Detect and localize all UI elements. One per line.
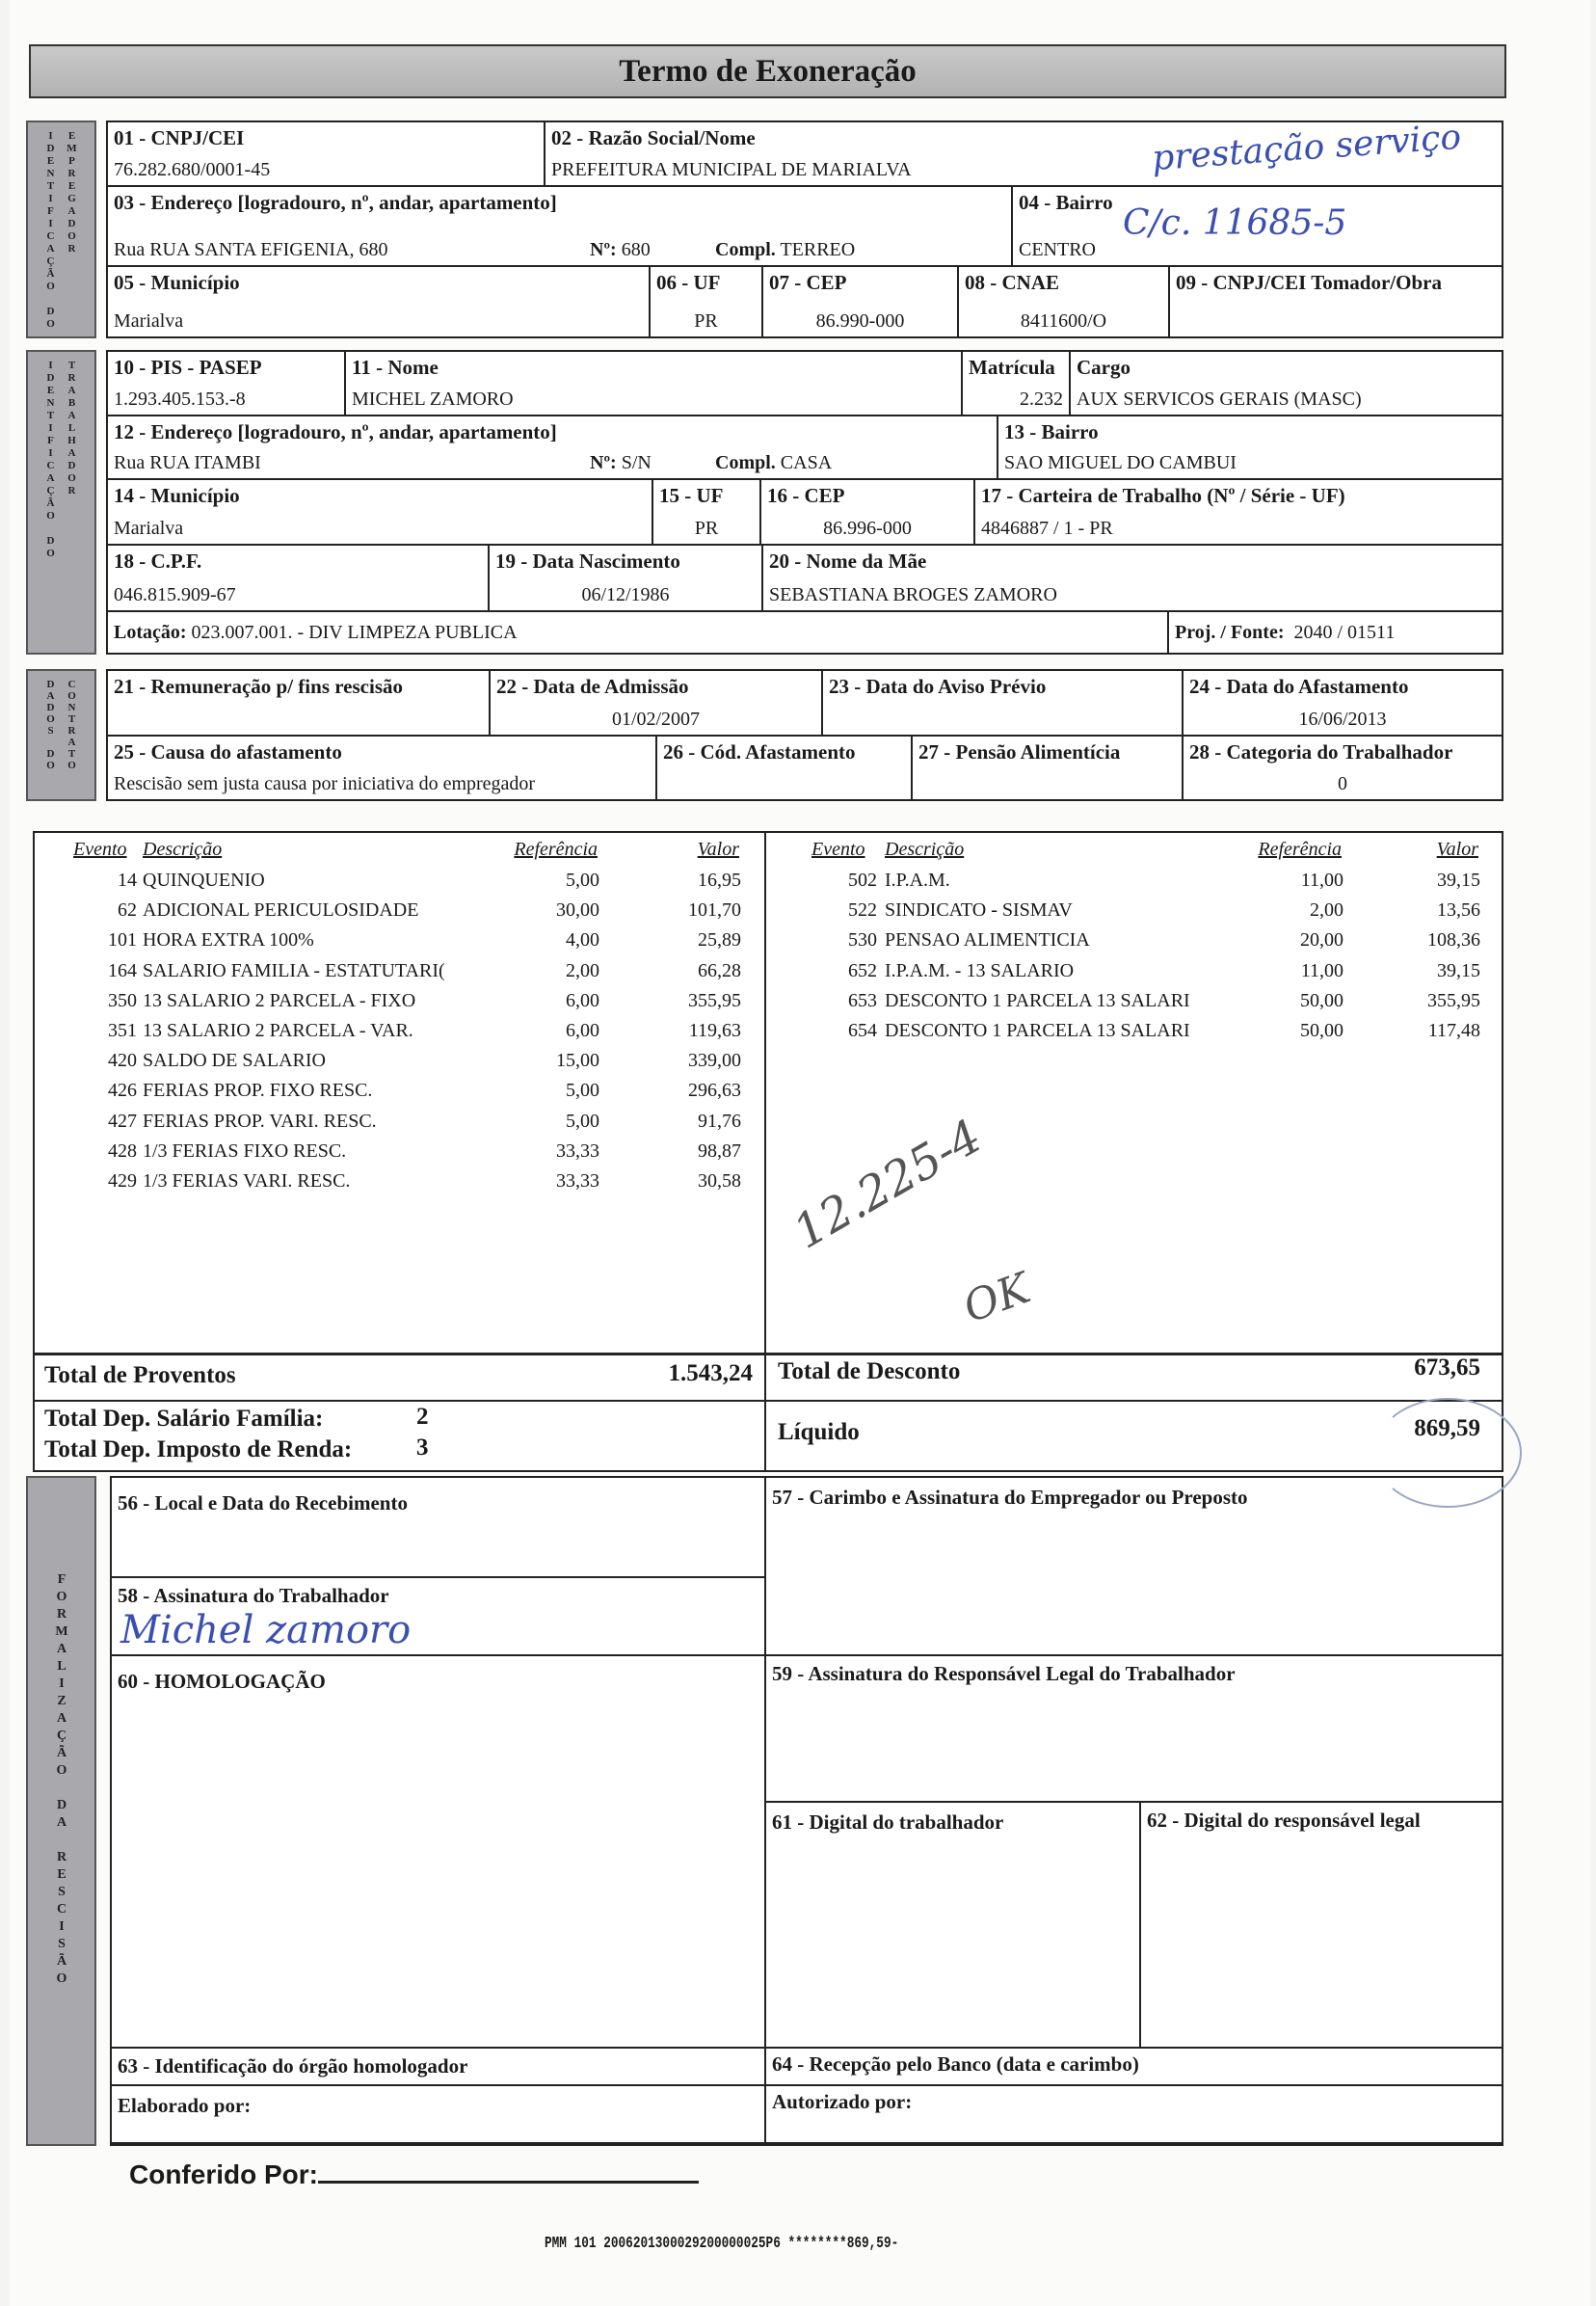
complemento bbox=[715, 452, 832, 474]
label: 59 - Assinatura do Responsável Legal do Trabalhador bbox=[772, 1662, 1236, 1685]
value: PREFEITURA MUNICIPAL DE MARIALVA bbox=[551, 159, 912, 180]
label: 17 - Carteira de Trabalho (Nº / Série - UF) bbox=[981, 484, 1345, 507]
value: 0 bbox=[1338, 773, 1347, 794]
value: 023.007.001. - DIV LIMPEZA PUBLICA bbox=[191, 622, 518, 643]
event-value: 25,89 bbox=[698, 929, 741, 952]
total-proventos-value: 1.543,24 bbox=[668, 1360, 753, 1386]
dep-imposto-renda-value: 3 bbox=[416, 1435, 429, 1461]
event-code: 62 bbox=[118, 899, 137, 922]
value: 8411600/O bbox=[1020, 310, 1107, 332]
handwritten-note: prestação serviço bbox=[1150, 117, 1463, 179]
field-municipio-trabalhador bbox=[106, 478, 653, 546]
conferido-signature-line bbox=[318, 2181, 699, 2184]
value: 1.293.405.153.-8 bbox=[114, 389, 246, 410]
field-cpf bbox=[106, 544, 490, 612]
label: Compl. bbox=[715, 239, 776, 260]
event-code: 427 bbox=[108, 1110, 137, 1132]
event-value: 91,76 bbox=[698, 1110, 741, 1132]
field-nome bbox=[344, 350, 963, 416]
label: 24 - Data do Afastamento bbox=[1189, 675, 1409, 698]
field-cnpj bbox=[106, 121, 545, 187]
total-proventos-label: Total de Proventos bbox=[44, 1362, 236, 1388]
field-cod-afastamento bbox=[655, 735, 913, 801]
label: 13 - Bairro bbox=[1004, 420, 1099, 443]
field-homologacao bbox=[110, 1654, 766, 2049]
label: 03 - Endereço [logradouro, nº, andar, apartamento] bbox=[114, 191, 557, 214]
side-label-employer bbox=[26, 121, 96, 338]
event-description: QUINQUENIO bbox=[143, 870, 265, 891]
field-data-nascimento bbox=[488, 544, 763, 612]
value: S/N bbox=[621, 452, 652, 473]
field-causa-afastamento bbox=[106, 735, 657, 801]
label: 16 - CEP bbox=[767, 484, 845, 507]
field-pis bbox=[106, 350, 346, 416]
field-orgao-homologador bbox=[110, 2047, 766, 2086]
event-description: SINDICATO - SISMAV bbox=[885, 899, 1073, 922]
label: 10 - PIS - PASEP bbox=[114, 356, 262, 379]
event-reference: 2,00 bbox=[566, 959, 599, 981]
value: MICHEL ZAMORO bbox=[352, 389, 514, 410]
value: PR bbox=[694, 518, 719, 539]
field-nome-mae bbox=[761, 544, 1503, 612]
event-reference: 2,00 bbox=[1310, 899, 1343, 922]
event-reference: 30,00 bbox=[556, 899, 599, 922]
event-value: 39,15 bbox=[1437, 959, 1480, 981]
event-reference: 6,00 bbox=[566, 1020, 599, 1041]
label: 14 - Município bbox=[114, 484, 240, 507]
label: 63 - Identificação do órgão homologador bbox=[118, 2054, 468, 2078]
value: Rua RUA SANTA EFIGENIA, 680 bbox=[114, 239, 388, 260]
event-value: 355,95 bbox=[1427, 989, 1480, 1011]
value: SAO MIGUEL DO CAMBUI bbox=[1004, 452, 1237, 473]
side-label-formal bbox=[26, 1476, 96, 2146]
value: 06/12/1986 bbox=[581, 584, 670, 605]
page-title: Termo de Exoneração bbox=[29, 44, 1506, 98]
field-recepcao-banco bbox=[764, 2047, 1503, 2086]
worker-signature: Michel zamoro bbox=[120, 1608, 412, 1652]
numero bbox=[590, 452, 652, 474]
event-description: FERIAS PROP. VARI. RESC. bbox=[143, 1110, 377, 1132]
conferido-por bbox=[129, 2159, 699, 2190]
event-reference: 11,00 bbox=[1300, 959, 1343, 981]
event-code: 428 bbox=[108, 1140, 137, 1162]
header-referencia: Referência bbox=[1258, 839, 1342, 860]
label: 20 - Nome da Mãe bbox=[769, 550, 927, 573]
header-evento: Evento bbox=[73, 839, 127, 860]
event-value: 39,15 bbox=[1437, 870, 1480, 891]
event-code: 502 bbox=[848, 870, 877, 891]
label: 19 - Data Nascimento bbox=[495, 550, 680, 573]
label: Nº: bbox=[590, 452, 617, 473]
event-reference: 5,00 bbox=[566, 870, 599, 891]
label: 62 - Digital do responsável legal bbox=[1147, 1809, 1421, 1832]
event-description: 1/3 FERIAS VARI. RESC. bbox=[143, 1170, 351, 1192]
value: 4846887 / 1 - PR bbox=[981, 518, 1113, 539]
event-reference: 50,00 bbox=[1300, 989, 1343, 1011]
event-description: HORA EXTRA 100% bbox=[143, 929, 314, 952]
event-code: 652 bbox=[848, 959, 877, 981]
event-code: 654 bbox=[848, 1020, 877, 1041]
event-code: 351 bbox=[108, 1020, 137, 1041]
liquido-value: 869,59 bbox=[1414, 1415, 1480, 1441]
value: 2.232 bbox=[1020, 389, 1063, 410]
event-reference: 5,00 bbox=[566, 1110, 599, 1132]
label: 01 - CNPJ/CEI bbox=[114, 126, 245, 149]
event-value: 339,00 bbox=[688, 1050, 741, 1072]
label: 25 - Causa do afastamento bbox=[114, 740, 342, 764]
event-description: SALDO DE SALARIO bbox=[143, 1050, 326, 1072]
label: 56 - Local e Data do Recebimento bbox=[118, 1491, 408, 1515]
label: 12 - Endereço [logradouro, nº, andar, apartamento] bbox=[114, 420, 557, 443]
side-label-text: TRABALHADOR bbox=[66, 360, 78, 497]
dep-salario-familia-value: 2 bbox=[416, 1404, 429, 1430]
field-remuneracao bbox=[106, 669, 491, 737]
label: 23 - Data do Aviso Prévio bbox=[829, 675, 1047, 698]
label: Nº: bbox=[590, 239, 617, 260]
value: 16/06/2013 bbox=[1298, 709, 1387, 730]
field-data-afastamento bbox=[1182, 669, 1503, 737]
field-cep-trabalhador bbox=[759, 478, 975, 546]
field-responsavel-legal bbox=[764, 1654, 1503, 1803]
label: 09 - CNPJ/CEI Tomador/Obra bbox=[1176, 271, 1442, 294]
label: 02 - Razão Social/Nome bbox=[551, 126, 756, 149]
proj bbox=[1175, 622, 1395, 644]
field-digital-responsavel bbox=[1139, 1801, 1503, 2049]
value: PR bbox=[694, 310, 718, 332]
hand-drawn-circle bbox=[1373, 1398, 1522, 1508]
side-label-text: FORMALIZAÇÃO DA RESCISÃO bbox=[54, 1572, 69, 1989]
liquido-label: Líquido bbox=[778, 1419, 860, 1445]
field-elaborado bbox=[110, 2084, 766, 2146]
field-cep-empregador bbox=[761, 265, 959, 338]
label: Lotação: bbox=[114, 622, 187, 643]
label: 08 - CNAE bbox=[965, 271, 1059, 294]
label: Compl. bbox=[715, 452, 776, 473]
value: CASA bbox=[780, 452, 833, 473]
event-reference: 33,33 bbox=[556, 1170, 599, 1192]
handwritten-note: 12.225-4 bbox=[785, 1109, 991, 1260]
value: CENTRO bbox=[1019, 239, 1096, 260]
value: Marialva bbox=[114, 518, 184, 539]
event-code: 653 bbox=[848, 989, 877, 1011]
event-code: 530 bbox=[848, 929, 877, 952]
label: 22 - Data de Admissão bbox=[496, 675, 689, 698]
field-cargo bbox=[1069, 350, 1503, 416]
value: Rua RUA ITAMBI bbox=[114, 452, 261, 473]
handwritten-note: C/c. 11685-5 bbox=[1123, 203, 1347, 243]
field-proj-fonte bbox=[1167, 610, 1503, 655]
event-description: ADICIONAL PERICULOSIDADE bbox=[143, 899, 419, 922]
field-endereco-empregador bbox=[106, 185, 1013, 267]
field-uf-empregador bbox=[649, 265, 763, 338]
label: 60 - HOMOLOGAÇÃO bbox=[118, 1670, 326, 1693]
event-description: DESCONTO 1 PARCELA 13 SALARI bbox=[885, 1020, 1190, 1041]
numero bbox=[590, 239, 651, 261]
value: AUX SERVICOS GERAIS (MASC) bbox=[1077, 389, 1362, 410]
handwritten-note: OK bbox=[957, 1263, 1037, 1333]
event-code: 420 bbox=[108, 1050, 137, 1072]
event-value: 108,36 bbox=[1427, 929, 1480, 952]
label: Proj. / Fonte: bbox=[1175, 622, 1285, 643]
event-description: 13 SALARIO 2 PARCELA - VAR. bbox=[143, 1020, 413, 1041]
event-value: 101,70 bbox=[688, 899, 741, 922]
label: 64 - Recepção pelo Banco (data e carimbo) bbox=[772, 2052, 1139, 2076]
event-description: SALARIO FAMILIA - ESTATUTARI( bbox=[143, 959, 445, 981]
field-digital-trabalhador bbox=[764, 1801, 1141, 2049]
label: 61 - Digital do trabalhador bbox=[772, 1810, 1004, 1834]
field-municipio-empregador bbox=[106, 265, 651, 338]
event-description: I.P.A.M. - 13 SALARIO bbox=[885, 959, 1075, 981]
field-pensao bbox=[911, 735, 1184, 801]
label: 06 - UF bbox=[656, 271, 721, 294]
header-descricao: Descrição bbox=[143, 839, 223, 860]
field-lotacao bbox=[106, 610, 1169, 655]
field-local-data bbox=[110, 1476, 766, 1578]
event-description: PENSAO ALIMENTICIA bbox=[885, 929, 1090, 952]
dep-salario-familia-label: Total Dep. Salário Família: bbox=[44, 1406, 324, 1432]
label: 07 - CEP bbox=[769, 271, 847, 294]
field-carteira-trabalho bbox=[973, 478, 1503, 546]
event-value: 13,56 bbox=[1437, 899, 1480, 922]
total-desconto-label: Total de Desconto bbox=[778, 1358, 961, 1384]
label: Cargo bbox=[1077, 356, 1130, 379]
header-evento: Evento bbox=[811, 839, 865, 860]
event-code: 101 bbox=[108, 929, 137, 952]
field-autorizado bbox=[764, 2084, 1503, 2146]
label: 58 - Assinatura do Trabalhador bbox=[118, 1584, 389, 1607]
field-cnpj-tomador bbox=[1168, 265, 1503, 338]
event-value: 296,63 bbox=[688, 1080, 741, 1102]
event-value: 117,48 bbox=[1427, 1020, 1480, 1041]
value: Rescisão sem justa causa por iniciativa do empregador bbox=[114, 773, 536, 794]
label: 05 - Município bbox=[114, 271, 240, 294]
field-aviso-previo bbox=[821, 669, 1184, 737]
event-description: 1/3 FERIAS FIXO RESC. bbox=[143, 1140, 347, 1162]
event-reference: 15,00 bbox=[556, 1050, 599, 1072]
label: 11 - Nome bbox=[352, 356, 439, 379]
header-valor: Valor bbox=[697, 839, 739, 860]
side-label-text: DADOS DO bbox=[44, 679, 57, 771]
value: 2040 / 01511 bbox=[1293, 622, 1396, 643]
side-label-text: IDENTIFICAÇÃO DO bbox=[44, 130, 57, 331]
event-code: 426 bbox=[108, 1080, 137, 1102]
header-referencia: Referência bbox=[514, 839, 598, 860]
side-label-contract bbox=[26, 669, 96, 801]
label: Autorizado por: bbox=[772, 2090, 913, 2113]
event-reference: 5,00 bbox=[566, 1080, 599, 1102]
footer-code: PMM 101 2006201300029200000025P6 ********869,59- bbox=[545, 2235, 899, 2253]
dep-imposto-renda-label: Total Dep. Imposto de Renda: bbox=[44, 1436, 353, 1462]
event-reference: 6,00 bbox=[566, 989, 599, 1011]
event-code: 429 bbox=[108, 1170, 137, 1192]
field-cnae bbox=[957, 265, 1170, 338]
event-description: DESCONTO 1 PARCELA 13 SALARI bbox=[885, 989, 1190, 1011]
side-label-text: CONTRATO bbox=[66, 679, 78, 771]
label: 57 - Carimbo e Assinatura do Empregador ou Preposto bbox=[772, 1486, 1248, 1509]
event-code: 522 bbox=[848, 899, 877, 922]
field-matricula bbox=[961, 350, 1071, 416]
complemento bbox=[715, 239, 855, 261]
label: 18 - C.P.F. bbox=[114, 550, 202, 573]
conferido-label: Conferido Por: bbox=[129, 2159, 318, 2189]
label: 21 - Remuneração p/ fins rescisão bbox=[114, 675, 403, 698]
lotacao bbox=[114, 622, 518, 644]
event-reference: 50,00 bbox=[1300, 1020, 1343, 1041]
value: 680 bbox=[621, 239, 651, 260]
event-value: 355,95 bbox=[688, 989, 741, 1011]
event-description: FERIAS PROP. FIXO RESC. bbox=[143, 1080, 373, 1102]
event-code: 164 bbox=[108, 959, 137, 981]
label: 27 - Pensão Alimentícia bbox=[918, 740, 1121, 764]
field-carimbo-empregador bbox=[764, 1476, 1503, 1656]
header-valor: Valor bbox=[1436, 839, 1478, 860]
header-descricao: Descrição bbox=[885, 839, 965, 860]
label: Elaborado por: bbox=[118, 2094, 252, 2117]
value: 046.815.909-67 bbox=[114, 584, 236, 605]
label: 15 - UF bbox=[659, 484, 724, 507]
event-code: 350 bbox=[108, 989, 137, 1011]
event-reference: 20,00 bbox=[1300, 929, 1343, 952]
value: Marialva bbox=[114, 310, 184, 332]
label: 04 - Bairro bbox=[1019, 191, 1113, 214]
event-reference: 4,00 bbox=[566, 929, 599, 952]
value: 76.282.680/0001-45 bbox=[114, 159, 271, 180]
event-description: 13 SALARIO 2 PARCELA - FIXO bbox=[143, 989, 416, 1011]
field-endereco-trabalhador bbox=[106, 415, 998, 480]
total-desconto-value: 673,65 bbox=[1414, 1354, 1480, 1381]
value: 86.996-000 bbox=[823, 518, 912, 539]
event-reference: 33,33 bbox=[556, 1140, 599, 1162]
event-value: 30,58 bbox=[698, 1170, 741, 1192]
event-value: 66,28 bbox=[698, 959, 741, 981]
event-description: I.P.A.M. bbox=[885, 870, 950, 891]
field-bairro-trabalhador bbox=[997, 415, 1503, 480]
side-label-worker bbox=[26, 350, 96, 655]
value: 86.990-000 bbox=[815, 310, 905, 332]
value: TERREO bbox=[780, 239, 856, 260]
event-reference: 11,00 bbox=[1300, 870, 1343, 891]
event-value: 98,87 bbox=[698, 1140, 741, 1162]
value: 01/02/2007 bbox=[611, 709, 701, 730]
value: SEBASTIANA BROGES ZAMORO bbox=[769, 584, 1057, 605]
event-code: 14 bbox=[118, 870, 137, 891]
label: 26 - Cód. Afastamento bbox=[663, 740, 856, 764]
label: Matrícula bbox=[969, 356, 1055, 379]
field-data-admissao bbox=[489, 669, 823, 737]
label: 28 - Categoria do Trabalhador bbox=[1189, 740, 1453, 764]
side-label-text: IDENTIFICAÇÃO DO bbox=[44, 360, 57, 560]
event-value: 16,95 bbox=[698, 870, 741, 891]
field-categoria bbox=[1182, 735, 1503, 801]
event-value: 119,63 bbox=[688, 1020, 741, 1041]
side-label-text: EMPREGADOR bbox=[66, 130, 78, 255]
field-uf-trabalhador bbox=[652, 478, 761, 546]
